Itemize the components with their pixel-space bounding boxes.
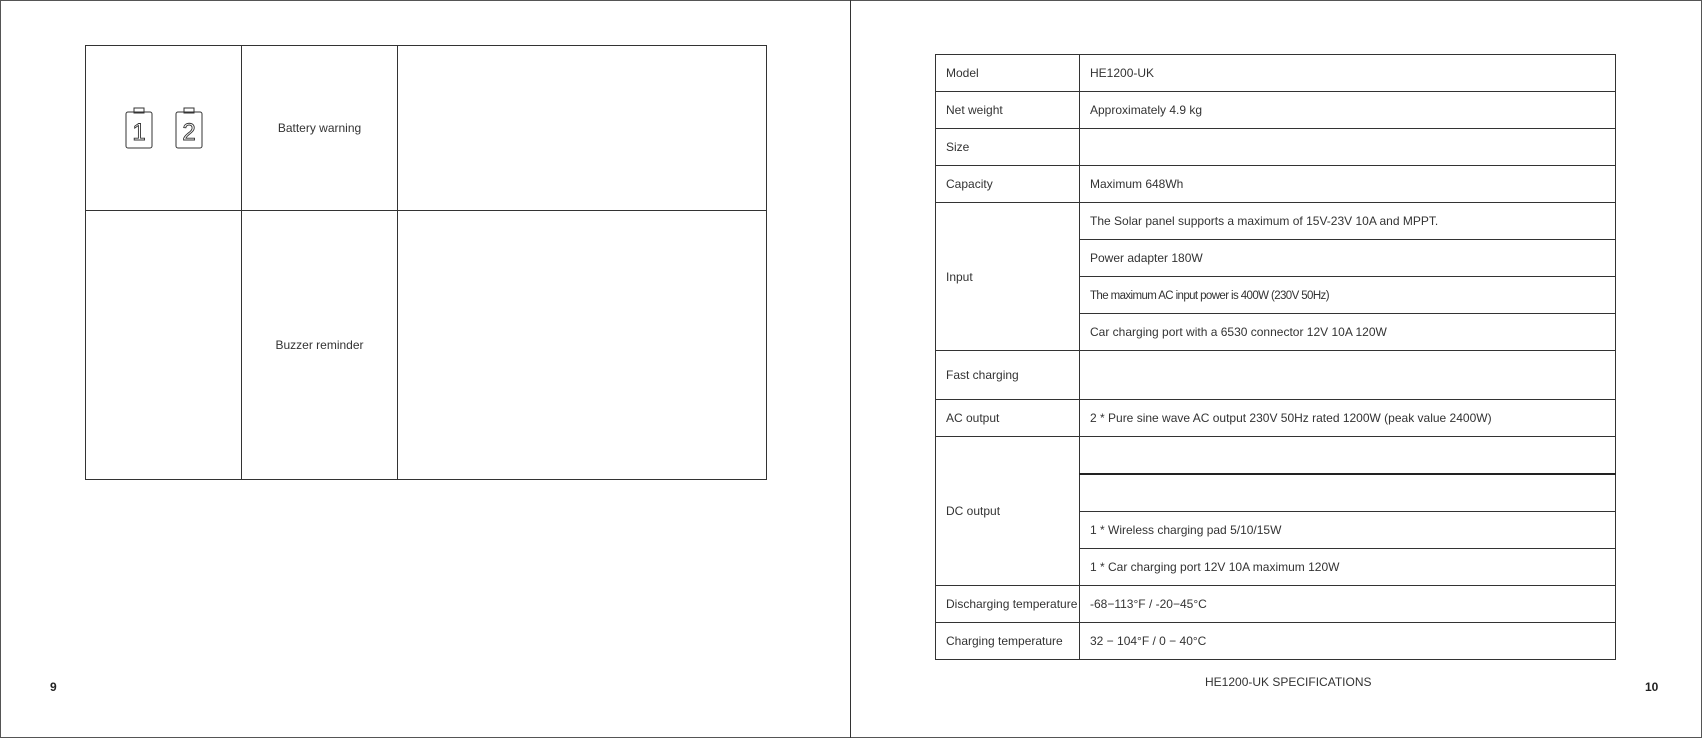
spec-label: DC output bbox=[936, 437, 1080, 586]
spec-value: 1 * Wireless charging pad 5/10/15W bbox=[1080, 512, 1616, 549]
table-row bbox=[936, 400, 1616, 437]
spec-label: Discharging temperature bbox=[936, 586, 1080, 623]
battery-icon-cell bbox=[86, 46, 242, 211]
table-row bbox=[86, 46, 767, 211]
spec-value: HE1200-UK bbox=[1080, 55, 1616, 92]
spec-value: The Solar panel supports a maximum of 15V-23V 10A and MPPT. bbox=[1080, 203, 1616, 240]
table-row bbox=[86, 211, 767, 480]
spec-value: Car charging port with a 6530 connector 12V 10A 120W bbox=[1080, 314, 1616, 351]
battery-2-digit: 2 bbox=[181, 119, 196, 146]
spec-value: The maximum AC input power is 400W (230V 50Hz) bbox=[1080, 277, 1616, 314]
spec-label: Model bbox=[936, 55, 1080, 92]
battery-2-icon bbox=[175, 107, 203, 149]
spec-value: 2 * Pure sine wave AC output 230V 50Hz rated 1200W (peak value 2400W) bbox=[1080, 400, 1616, 437]
indicator-table bbox=[85, 45, 767, 480]
spec-value: -68−113°F / -20−45°C bbox=[1080, 586, 1616, 623]
table-row bbox=[936, 166, 1616, 203]
spec-label: AC output bbox=[936, 400, 1080, 437]
spec-value: 1 * Car charging port 12V 10A maximum 120W bbox=[1080, 549, 1616, 586]
page-number-right: 10 bbox=[1645, 680, 1659, 694]
specifications-table bbox=[935, 54, 1616, 660]
spec-label: Charging temperature bbox=[936, 623, 1080, 660]
table-row bbox=[936, 92, 1616, 129]
table-row bbox=[936, 129, 1616, 166]
spec-label: Net weight bbox=[936, 92, 1080, 129]
indicator-description-cell bbox=[398, 211, 767, 480]
table-row bbox=[936, 55, 1616, 92]
table-row bbox=[936, 623, 1616, 660]
spec-value: Approximately 4.9 kg bbox=[1080, 92, 1616, 129]
table-row bbox=[936, 437, 1616, 475]
table-row bbox=[936, 586, 1616, 623]
spec-label: Capacity bbox=[936, 166, 1080, 203]
spec-label: Fast charging bbox=[936, 351, 1080, 400]
indicator-description-cell bbox=[398, 46, 767, 211]
spec-value bbox=[1080, 129, 1616, 166]
indicator-icon-cell bbox=[86, 211, 242, 480]
spec-value: 32 − 104°F / 0 − 40°C bbox=[1080, 623, 1616, 660]
spec-value bbox=[1080, 474, 1616, 512]
spec-value: Maximum 648Wh bbox=[1080, 166, 1616, 203]
frame-border-top bbox=[0, 0, 1702, 1]
spec-value: Power adapter 180W bbox=[1080, 240, 1616, 277]
buzzer-reminder-label: Buzzer reminder bbox=[275, 338, 364, 352]
table-row bbox=[936, 203, 1616, 240]
page-spine-divider bbox=[850, 0, 851, 738]
spec-label: Size bbox=[936, 129, 1080, 166]
specifications-footer-title: HE1200-UK SPECIFICATIONS bbox=[1205, 675, 1372, 689]
spec-label: Input bbox=[936, 203, 1080, 351]
frame-border-left bbox=[0, 0, 1, 738]
spec-value bbox=[1080, 351, 1616, 400]
table-row bbox=[936, 351, 1616, 400]
indicator-name-cell bbox=[242, 211, 398, 480]
indicator-name-cell bbox=[242, 46, 398, 211]
battery-warning-label: Battery warning bbox=[277, 121, 362, 135]
page-number-left: 9 bbox=[50, 680, 57, 694]
battery-1-digit: 1 bbox=[131, 119, 146, 146]
battery-1-icon bbox=[125, 107, 153, 149]
spec-value bbox=[1080, 437, 1616, 475]
